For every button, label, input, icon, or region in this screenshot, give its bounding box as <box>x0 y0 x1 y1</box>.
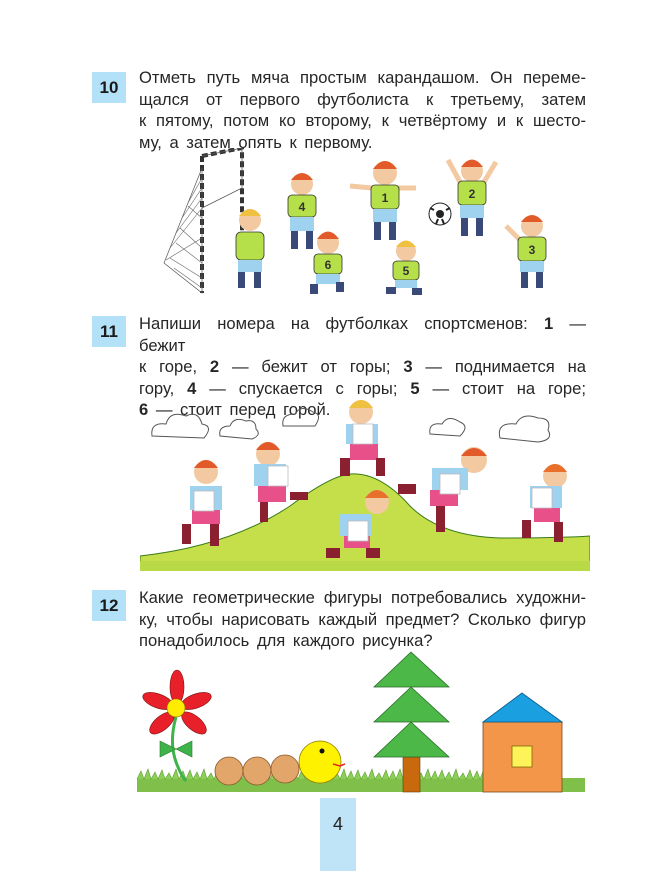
task-10-line-1: Отметь путь мяча простым карандашом. Он переме- <box>139 68 586 87</box>
svg-text:3: 3 <box>528 243 536 257</box>
task-11-line-2: к горе, 2 — бежит от горы; 3 — поднимается на <box>139 357 587 376</box>
player-blank-e <box>522 464 567 542</box>
svg-text:5: 5 <box>402 264 410 278</box>
task-12-line-1: Какие геометрические фигуры потребовались художни- <box>139 588 586 607</box>
player-4 <box>288 173 316 249</box>
player-6 <box>310 232 344 295</box>
player-3 <box>506 215 546 288</box>
task-10-line-4: му, а затем опять к первому. <box>139 132 373 152</box>
soccer-ball-icon <box>429 203 451 225</box>
task-11-line-4: 6 — стоит перед горой. <box>139 400 331 419</box>
task-12-line-3: понадобилось для каждого рисунка? <box>139 631 433 650</box>
geometric-shapes-illustration <box>130 645 600 797</box>
svg-text:4: 4 <box>298 200 306 214</box>
task-11-line-3: гору, 4 — спускается с горы; 5 — стоит на горе; <box>139 378 586 398</box>
player-blank-c <box>340 400 385 476</box>
house-icon <box>483 693 562 792</box>
svg-text:1: 1 <box>381 191 389 205</box>
player-5 <box>386 241 422 296</box>
task-12-line-2: ку, чтобы нарисовать каждый предмет? Сколько фигур <box>139 609 586 629</box>
page-number: 4 <box>332 814 343 834</box>
task-number-badge-11: 11 <box>92 316 126 347</box>
player-2 <box>448 160 496 237</box>
svg-text:2: 2 <box>468 187 476 201</box>
flower-icon <box>141 670 214 781</box>
task-10-line-3: к пятому, потом ко второму, к четвёртому и к шесто- <box>139 111 586 130</box>
task-number-badge-12: 12 <box>92 590 126 621</box>
svg-text:6: 6 <box>324 258 332 272</box>
caterpillar-icon <box>215 741 345 785</box>
task-12-text <box>139 587 586 652</box>
soccer-players-illustration <box>160 148 590 298</box>
task-10-line-2: щался от первого футболиста к третьему, затем <box>139 89 586 109</box>
task-10-text <box>139 67 586 153</box>
task-number-badge-10: 10 <box>92 72 126 103</box>
soccer-goal-icon <box>164 148 242 293</box>
player-blank-a <box>182 460 222 546</box>
hill-players-illustration <box>140 396 590 581</box>
player-goalkeeper <box>236 209 264 288</box>
page-number-tab <box>320 798 356 871</box>
task-11-line-1: Напиши номера на футболках спортсменов: 1 — бежит <box>139 314 586 355</box>
player-1 <box>350 161 416 240</box>
